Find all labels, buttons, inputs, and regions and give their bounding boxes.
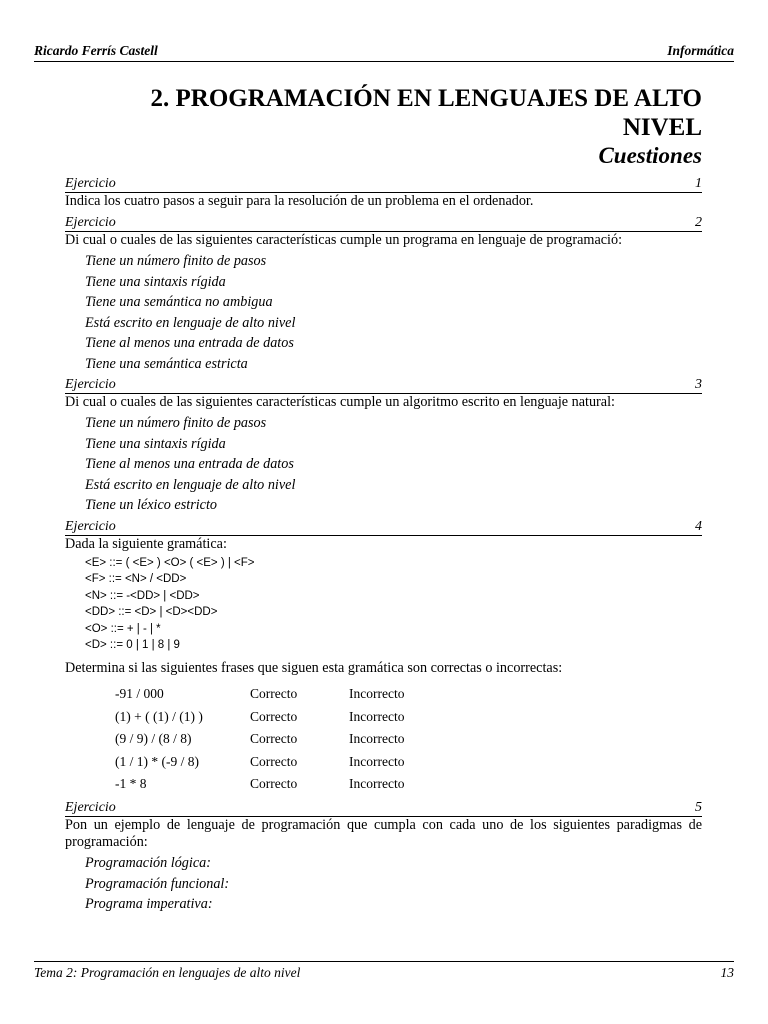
page-subtitle: Cuestiones xyxy=(598,143,702,168)
exercise-number: 2 xyxy=(695,215,702,230)
option-item: Programación lógica: xyxy=(85,855,211,871)
table-row xyxy=(115,683,404,706)
table-row xyxy=(115,705,404,728)
option-item: Tiene un número finito de pasos xyxy=(85,415,267,431)
exercise-5-header xyxy=(65,800,702,817)
page-header xyxy=(34,43,734,62)
grammar-rules xyxy=(85,555,702,654)
grammar-rule: <DD> ::= <D> | <D><DD> xyxy=(85,606,218,618)
page-footer xyxy=(34,961,734,980)
grammar-rule: <O> ::= + | - | * xyxy=(85,622,161,635)
option-item: Tiene al menos una entrada de datos xyxy=(85,456,294,472)
correct-option[interactable]: Correcto xyxy=(250,708,298,724)
table-row xyxy=(115,750,404,773)
header-subject: Informática xyxy=(667,43,734,58)
grammar-rule: <E> ::= ( <E> ) <O> ( <E> ) | <F> xyxy=(85,556,255,569)
option-item: Tiene al menos una entrada de datos xyxy=(85,335,294,351)
correct-option[interactable]: Correcto xyxy=(250,776,298,792)
exercise-label: Ejercicio xyxy=(65,215,116,230)
exercises-content xyxy=(65,176,702,915)
exercise-label: Ejercicio xyxy=(65,377,116,392)
exercise-1-statement: Indica los cuatro pasos a seguir para la resolución de un problema en el ordenador. xyxy=(65,193,534,209)
exercise-number: 3 xyxy=(695,377,702,392)
exercise-4-header xyxy=(65,519,702,536)
exercise-label: Ejercicio xyxy=(65,800,116,815)
correct-option[interactable]: Correcto xyxy=(250,731,298,747)
option-item: Tiene un léxico estricto xyxy=(85,497,217,513)
grammar-rule: <D> ::= 0 | 1 | 8 | 9 xyxy=(85,639,180,651)
exercise-1-header xyxy=(65,176,702,193)
footer-topic: Tema 2: Programación en lenguajes de alto nivel xyxy=(34,965,301,980)
phrase-cell: (1 / 1) * (-9 / 8) xyxy=(115,753,199,769)
exercise-number: 4 xyxy=(695,518,702,534)
option-item: Programación funcional: xyxy=(85,875,230,892)
grammar-rule: <F> ::= <N> / <DD> xyxy=(85,573,187,585)
phrase-cell: -91 / 000 xyxy=(115,686,164,702)
phrase-cell: -1 * 8 xyxy=(115,776,147,792)
page-number: 13 xyxy=(720,965,734,980)
incorrect-option[interactable]: Incorrecto xyxy=(349,708,405,724)
option-item: Tiene una sintaxis rígida xyxy=(85,273,226,290)
exercise-label: Ejercicio xyxy=(65,518,116,534)
grammar-rule: <N> ::= -<DD> | <DD> xyxy=(85,589,200,602)
option-item: Tiene una semántica no ambigua xyxy=(85,294,273,310)
option-item: Tiene una semántica estricta xyxy=(85,355,248,372)
option-item: Programa imperativa: xyxy=(85,896,213,912)
exercise-2-header xyxy=(65,215,702,232)
table-row xyxy=(115,728,404,751)
exercise-3-options xyxy=(85,413,702,516)
exercise-number: 5 xyxy=(695,800,702,815)
incorrect-option[interactable]: Incorrecto xyxy=(349,776,405,792)
exercise-2-options xyxy=(85,251,702,374)
exercise-label: Ejercicio xyxy=(65,176,116,191)
title-block xyxy=(100,84,702,170)
exercise-5-options xyxy=(85,853,702,915)
incorrect-option[interactable]: Incorrecto xyxy=(349,731,405,747)
phrases-table xyxy=(115,683,404,796)
exercise-4-statement: Dada la siguiente gramática: xyxy=(65,535,227,552)
incorrect-option[interactable]: Incorrecto xyxy=(349,686,405,702)
phrase-cell: (9 / 9) / (8 / 8) xyxy=(115,731,192,747)
correct-option[interactable]: Correcto xyxy=(250,753,298,769)
option-item: Está escrito en lenguaje de alto nivel xyxy=(85,314,296,331)
page-title: 2. PROGRAMACIÓN EN LENGUAJES DE ALTO NIVEL xyxy=(150,85,702,141)
exercise-5-statement: Pon un ejemplo de lenguaje de programación que cumpla con cada uno de los siguientes paradigmas de programación: xyxy=(65,817,702,850)
phrase-cell: (1) + ( (1) / (1) ) xyxy=(115,708,203,724)
correct-option[interactable]: Correcto xyxy=(250,686,298,702)
incorrect-option[interactable]: Incorrecto xyxy=(349,753,405,769)
exercise-2-statement: Di cual o cuales de las siguientes características cumple un programa en lenguaje de programació: xyxy=(65,232,623,248)
option-item: Tiene una sintaxis rígida xyxy=(85,435,226,452)
option-item: Tiene un número finito de pasos xyxy=(85,253,267,269)
header-author: Ricardo Ferrís Castell xyxy=(34,43,158,58)
option-item: Está escrito en lenguaje de alto nivel xyxy=(85,476,296,493)
exercise-4-question: Determina si las siguientes frases que siguen esta gramática son correctas o incorrectas: xyxy=(65,659,563,676)
table-row xyxy=(115,773,404,796)
exercise-3-statement: Di cual o cuales de las siguientes características cumple un algoritmo escrito en lenguaje natural: xyxy=(65,394,615,410)
exercise-3-header xyxy=(65,377,702,394)
exercise-number: 1 xyxy=(695,176,702,191)
